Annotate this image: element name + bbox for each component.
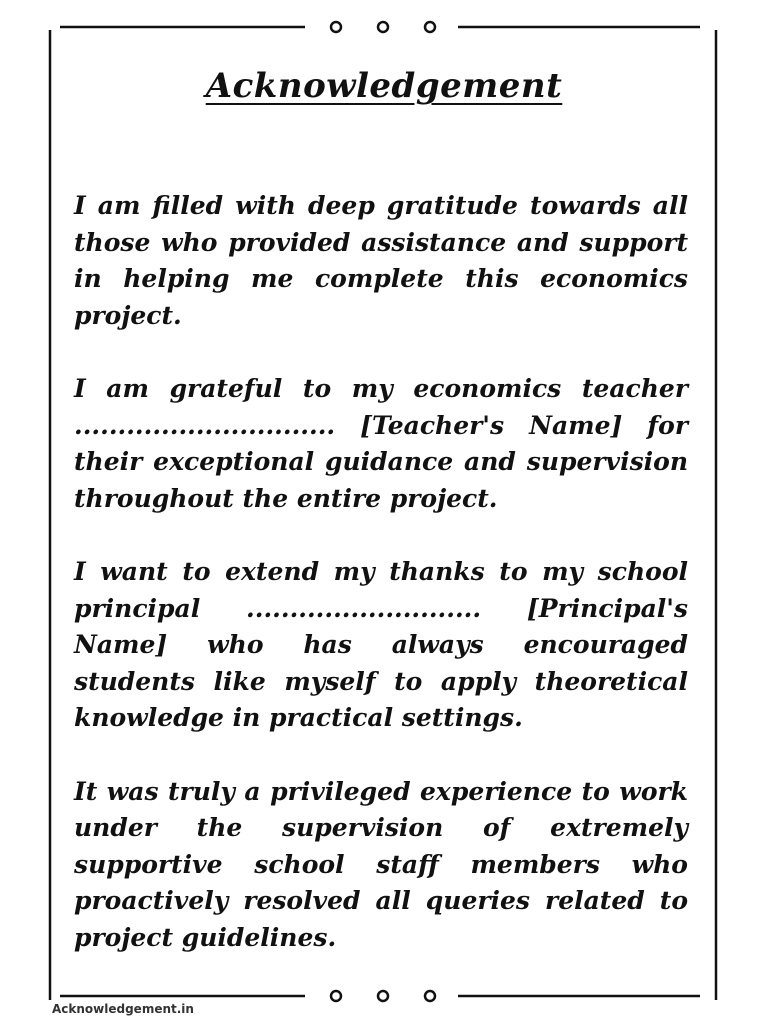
circle-ornament-icon bbox=[378, 22, 388, 32]
circle-ornament-icon bbox=[425, 22, 435, 32]
paragraph-teacher: I am grateful to my economics teacher .............................. [Teacher's Name] for their exceptional guidance and supervision throughout the entire project. bbox=[74, 374, 688, 513]
paragraph-gratitude: I am filled with deep gratitude towards all those who provided assistance and support in helping me complete this economics project. bbox=[74, 191, 688, 330]
footer-site-name: Acknowledgement.in bbox=[52, 1002, 194, 1016]
paragraph-principal: I want to extend my thanks to my school principal ........................... [Principal's Name] who has always encouraged students like myself to apply theoretical knowledge in practical settings. bbox=[74, 557, 688, 732]
paragraph-staff: It was truly a privileged experience to work under the supervision of extremely supportive school staff members who proactively resolved all queries related to project guidelines. bbox=[74, 776, 688, 952]
page-title: Acknowledgement bbox=[205, 66, 563, 106]
page-title-wrapper bbox=[0, 66, 768, 106]
acknowledgement-body bbox=[74, 188, 688, 993]
circle-ornament-icon bbox=[331, 22, 341, 32]
